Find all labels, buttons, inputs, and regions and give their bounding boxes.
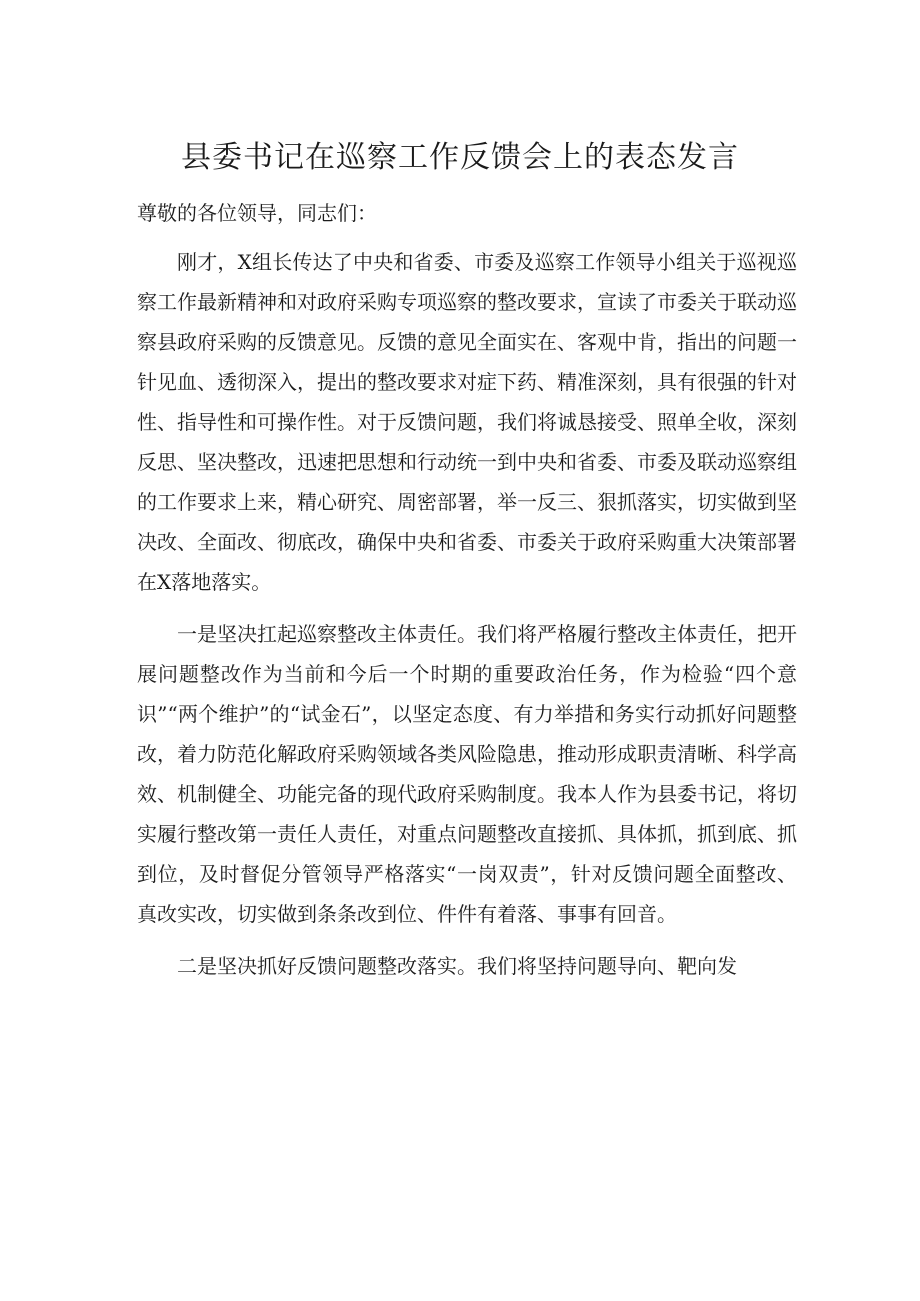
salutation: 尊敬的各位领导，同志们：	[137, 201, 377, 225]
paragraph-intro: 刚才，X组长传达了中央和省委、市委及巡察工作领导小组关于巡视巡察工作最新精神和对政府采购专项巡察的整改要求，宣读了市委关于联动巡察县政府采购的反馈意见。反馈的意见全面实在、客观中肯，指出的问题一针见血、透彻深入，提出的整改要求对症下药、精准深刻，具有很强的针对性、指导性和可操作性。对于反馈问题，我们将诚恳接受、照单全收，深刻反思、坚决整改，迅速把思想和行动统一到中央和省委、市委及联动巡察组的工作要求上来，精心研究、周密部署，举一反三、狠抓落实，切实做到坚决改、全面改、彻底改，确保中央和省委、市委关于政府采购重大决策部署在X落地落实。	[137, 250, 797, 594]
paragraph-point-two: 二是坚决抓好反馈问题整改落实。我们将坚持问题导向、靶向发	[177, 954, 737, 978]
document-title: 县委书记在巡察工作反馈会上的表态发言	[181, 140, 739, 175]
paragraph-point-one: 一是坚决扛起巡察整改主体责任。我们将严格履行整改主体责任，把开展问题整改作为当前和今后一个时期的重要政治任务，作为检验“四个意识”“两个维护”的“试金石”，以坚定态度、有力举措和务实行动抓好问题整改，着力防范化解政府采购领域各类风险隐患，推动形成职责清晰、科学高效、机制健全、功能完备的现代政府采购制度。我本人作为县委书记，将切实履行整改第一责任人责任，对重点问题整改直接抓、具体抓，抓到底、抓到位，及时督促分管领导严格落实“一岗双责”，针对反馈问题全面整改、真改实改，切实做到条条改到位、件件有着落、事事有回音。	[137, 622, 797, 926]
document-body	[137, 193, 797, 998]
